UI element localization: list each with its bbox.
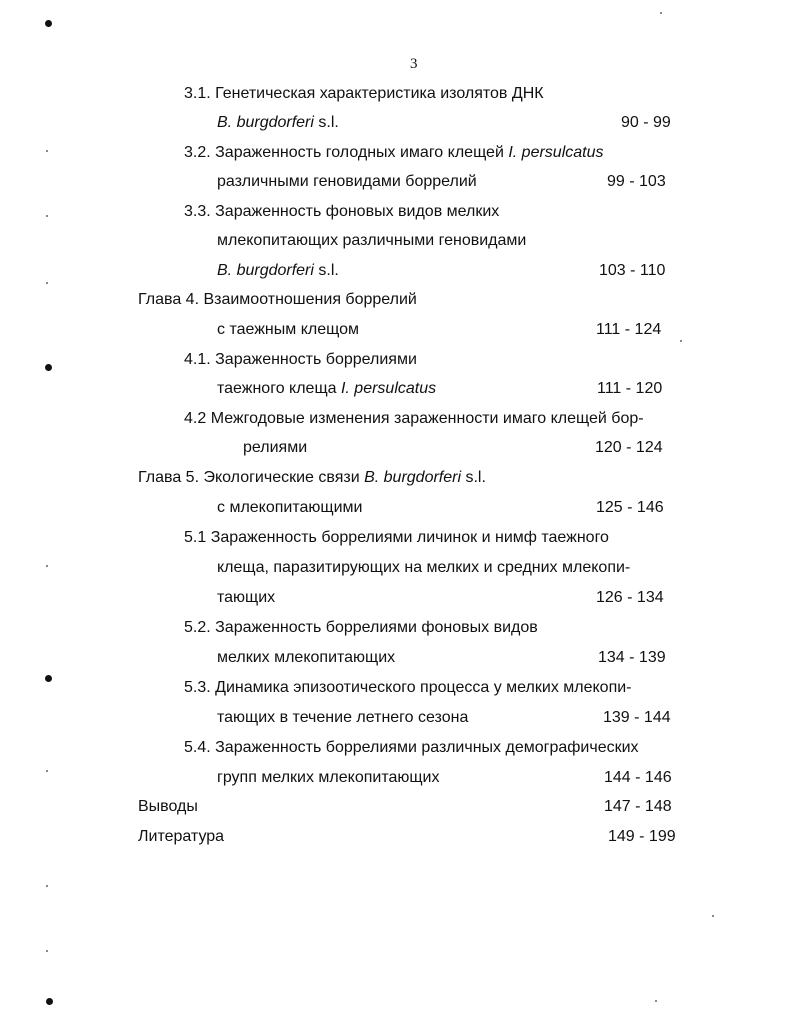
toc-pages-5-3: 139 - 144 <box>603 709 671 726</box>
toc-line-conclusions: Выводы <box>138 798 198 815</box>
toc-line-3-2-cont: различными геновидами боррелий <box>217 173 477 190</box>
scan-speck <box>46 950 48 952</box>
species-suffix: s.l. <box>313 114 339 131</box>
scan-speck <box>655 1000 657 1002</box>
toc-line-3-3-cont2 <box>217 261 339 281</box>
toc-line-chapter-4: Глава 4. Взаимоотношения боррелий <box>138 291 417 308</box>
binder-hole-mark <box>45 20 52 27</box>
toc-pages-conclusions: 147 - 148 <box>604 798 672 815</box>
toc-line-literature: Литература <box>138 828 225 845</box>
scan-speck <box>46 885 48 887</box>
toc-line-5-4-cont: групп мелких млекопитающих <box>217 769 440 786</box>
species-suffix: s.l. <box>461 469 486 486</box>
toc-pages-5-1: 126 - 134 <box>596 589 664 606</box>
toc-line-5-2-cont: мелких млекопитающих <box>217 649 396 666</box>
toc-pages-5-4: 144 - 146 <box>604 769 672 786</box>
species-name: B. burgdorferi <box>217 114 314 131</box>
toc-pages-chapter-5: 125 - 146 <box>596 499 664 516</box>
binder-hole-mark <box>46 998 53 1005</box>
species-name: I. persulcatus <box>340 380 437 397</box>
toc-pages-literature: 149 - 199 <box>608 828 676 845</box>
toc-line-chapter-5 <box>138 468 486 488</box>
toc-pages-3-1: 90 - 99 <box>621 114 671 131</box>
page-number: 3 <box>410 56 418 72</box>
scan-speck <box>712 915 714 917</box>
toc-pages-4-2: 120 - 124 <box>595 439 663 456</box>
entry-text: 3.2. Зараженность голодных имаго клещей <box>184 144 509 161</box>
toc-pages-4-1: 111 - 120 <box>597 380 663 397</box>
toc-line-5-3: 5.3. Динамика эпизоотического процесса у мелких млекопи- <box>184 679 632 696</box>
toc-line-3-3-cont: млекопитающих различными геновидами <box>217 232 527 249</box>
toc-pages-3-2: 99 - 103 <box>607 173 666 190</box>
toc-line-5-1: 5.1 Зараженность боррелиями личинок и нимф таежного <box>184 529 609 546</box>
toc-line-chapter-4-cont: с таежным клещом <box>217 321 359 338</box>
scan-speck <box>46 215 48 217</box>
toc-line-4-1: 4.1. Зараженность боррелиями <box>184 351 417 368</box>
entry-text: таежного клеща <box>217 380 341 397</box>
scan-speck <box>46 150 48 152</box>
scan-speck <box>46 282 48 284</box>
toc-line-5-1-cont2: тающих <box>217 589 276 606</box>
toc-line-3-1: 3.1. Генетическая характеристика изолятов ДНК <box>184 85 544 102</box>
species-name: B. burgdorferi <box>217 262 314 279</box>
binder-hole-mark <box>45 364 52 371</box>
species-name: B. burgdorferi <box>364 469 462 486</box>
toc-line-4-2-cont: релиями <box>243 439 308 456</box>
toc-line-5-1-cont: клеща, паразитирующих на мелких и средних млекопи- <box>217 559 631 576</box>
scan-speck <box>680 340 682 342</box>
scan-speck <box>46 770 48 772</box>
toc-line-4-1-cont <box>217 379 436 399</box>
species-suffix: s.l. <box>313 262 339 279</box>
scan-speck <box>660 12 662 14</box>
entry-text: Глава 5. Экологические связи <box>138 469 365 486</box>
toc-line-3-2 <box>184 143 603 163</box>
binder-hole-mark <box>45 675 52 682</box>
toc-line-4-2: 4.2 Межгодовые изменения зараженности имаго клещей бор- <box>184 410 644 427</box>
toc-pages-3-3: 103 - 110 <box>599 262 666 279</box>
toc-line-chapter-5-cont: с млекопитающими <box>217 499 363 516</box>
toc-pages-5-2: 134 - 139 <box>598 649 666 666</box>
toc-line-5-2: 5.2. Зараженность боррелиями фоновых видов <box>184 619 538 636</box>
toc-line-3-3: 3.3. Зараженность фоновых видов мелких <box>184 203 500 220</box>
scan-speck <box>46 565 48 567</box>
toc-line-5-3-cont: тающих в течение летнего сезона <box>217 709 469 726</box>
toc-line-3-1-cont <box>217 113 339 133</box>
species-name: I. persulcatus <box>508 144 604 161</box>
toc-line-5-4: 5.4. Зараженность боррелиями различных демографических <box>184 739 639 756</box>
toc-pages-chapter-4: 111 - 124 <box>596 321 662 338</box>
